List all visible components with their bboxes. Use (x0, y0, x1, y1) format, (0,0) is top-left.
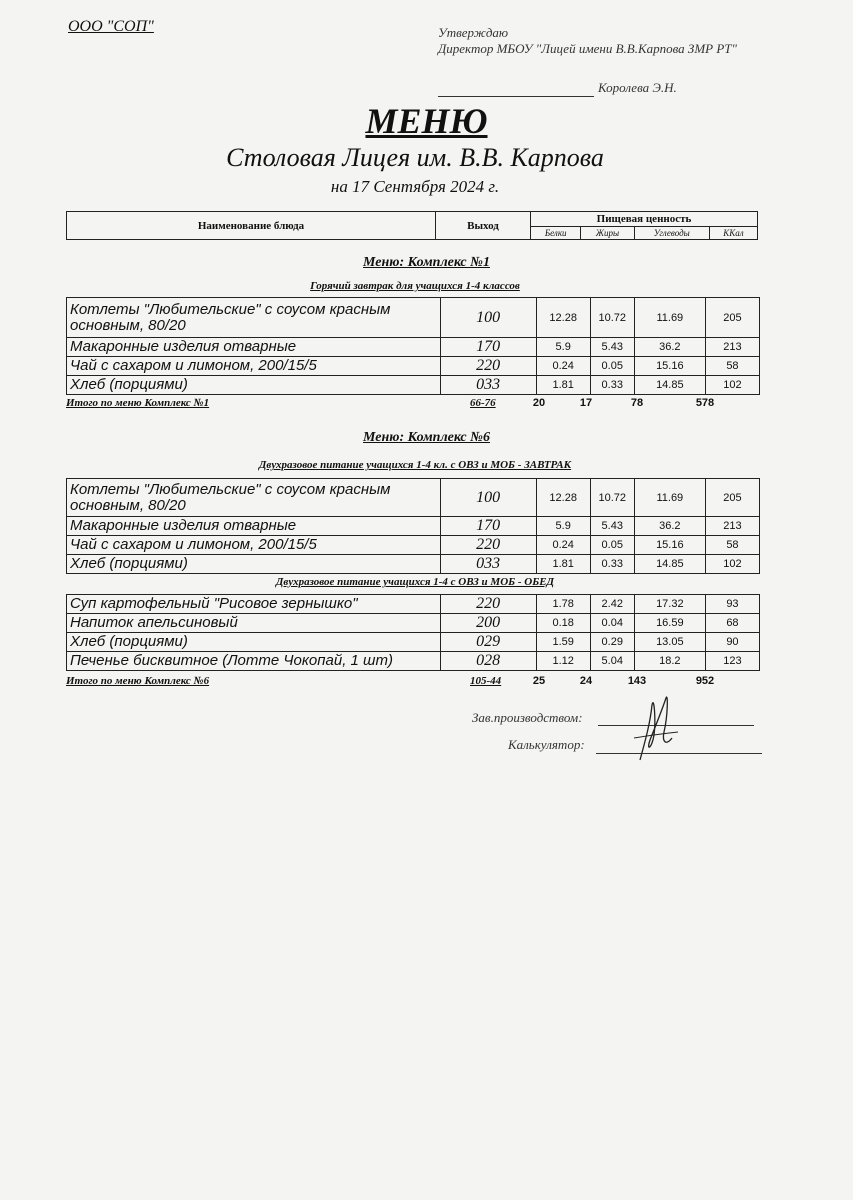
table-row (67, 652, 760, 671)
total-carbs: 143 (627, 675, 647, 687)
dish-kcal: 58 (705, 357, 759, 376)
dish-carbs: 36.2 (634, 517, 705, 536)
dish-output: 028 (440, 652, 536, 671)
approve-label: Утверждаю (438, 25, 509, 40)
dish-proteins: 1.81 (536, 376, 590, 395)
header-nutrition: Пищевая ценность (531, 212, 758, 227)
total-fats: 24 (579, 675, 593, 687)
section-title: Меню: Комплекс №1 (363, 255, 490, 270)
dish-kcal: 123 (705, 652, 759, 671)
dish-proteins: 1.12 (536, 652, 590, 671)
table-row (67, 614, 760, 633)
section-title: Меню: Комплекс №6 (363, 430, 490, 445)
dish-proteins: 5.9 (536, 338, 590, 357)
menu-table (66, 297, 760, 395)
dish-proteins: 0.18 (536, 614, 590, 633)
table-row (67, 357, 760, 376)
dish-output: 220 (440, 357, 536, 376)
table-row (67, 633, 760, 652)
dish-carbs: 16.59 (634, 614, 705, 633)
dish-proteins: 5.9 (536, 517, 590, 536)
dish-carbs: 14.85 (634, 555, 705, 574)
dish-fats: 0.33 (590, 376, 634, 395)
dish-carbs: 18.2 (634, 652, 705, 671)
director-name: Королева Э.Н. (598, 80, 677, 95)
dish-name: Напиток апельсиновый (67, 614, 441, 633)
dish-output: 200 (440, 614, 536, 633)
dish-fats: 0.33 (590, 555, 634, 574)
header-output: Выход (436, 212, 531, 240)
dish-kcal: 213 (705, 338, 759, 357)
dish-output: 170 (440, 338, 536, 357)
dish-name: Котлеты "Любительские" с соусом красным основным, 80/20 (67, 479, 441, 517)
table-row (67, 298, 760, 338)
header-fats: Жиры (581, 227, 634, 240)
group-title: Двухразовое питание учащихся 1-4 кл. с ОВЗ и МОБ - ЗАВТРАК (258, 459, 572, 471)
dish-proteins: 12.28 (536, 479, 590, 517)
production-label: Зав.производством: (472, 710, 583, 725)
total-kcal: 952 (695, 675, 715, 687)
header-proteins: Белки (531, 227, 581, 240)
table-row (67, 517, 760, 536)
dish-output: 220 (440, 595, 536, 614)
dish-output: 029 (440, 633, 536, 652)
column-header-table (66, 211, 758, 240)
dish-fats: 0.04 (590, 614, 634, 633)
dish-proteins: 0.24 (536, 536, 590, 555)
total-label: Итого по меню Комплекс №6 (66, 675, 210, 687)
dish-name: Макаронные изделия отварные (67, 517, 441, 536)
total-row (66, 675, 766, 691)
header-carbs: Углеводы (634, 227, 709, 240)
dish-carbs: 15.16 (634, 357, 705, 376)
organization-name: ООО "СОП" (68, 18, 154, 35)
dish-carbs: 17.32 (634, 595, 705, 614)
menu-date: на 17 Сентября 2024 г. (330, 177, 500, 196)
dish-fats: 5.43 (590, 517, 634, 536)
dish-fats: 10.72 (590, 479, 634, 517)
table-row (67, 376, 760, 395)
menu-table (66, 594, 760, 671)
dish-fats: 0.29 (590, 633, 634, 652)
total-label: Итого по меню Комплекс №1 (66, 397, 210, 409)
dish-proteins: 1.81 (536, 555, 590, 574)
total-output: 66-76 (470, 397, 496, 409)
table-row (67, 536, 760, 555)
dish-proteins: 1.78 (536, 595, 590, 614)
dish-fats: 5.43 (590, 338, 634, 357)
header-kcal: ККал (709, 227, 757, 240)
dish-name: Печенье бисквитное (Лотте Чокопай, 1 шт) (67, 652, 441, 671)
total-proteins: 25 (532, 675, 546, 687)
calculator-label: Калькулятор: (508, 737, 585, 752)
director-signature-line (438, 96, 594, 97)
dish-carbs: 11.69 (634, 479, 705, 517)
page-title: МЕНЮ (365, 101, 488, 141)
table-row (67, 338, 760, 357)
dish-kcal: 90 (705, 633, 759, 652)
total-carbs: 78 (630, 397, 644, 409)
table-row (67, 595, 760, 614)
dish-output: 100 (440, 298, 536, 338)
dish-kcal: 213 (705, 517, 759, 536)
dish-carbs: 13.05 (634, 633, 705, 652)
menu-table (66, 478, 760, 574)
total-kcal: 578 (695, 397, 715, 409)
handwritten-signature (632, 690, 682, 765)
dish-kcal: 93 (705, 595, 759, 614)
approval-block (438, 25, 748, 57)
dish-carbs: 11.69 (634, 298, 705, 338)
dish-name: Макаронные изделия отварные (67, 338, 441, 357)
table-row (67, 479, 760, 517)
total-fats: 17 (579, 397, 593, 409)
dish-name: Хлеб (порциями) (67, 633, 441, 652)
dish-fats: 0.05 (590, 536, 634, 555)
dish-kcal: 102 (705, 555, 759, 574)
dish-carbs: 14.85 (634, 376, 705, 395)
dish-name: Суп картофельный "Рисовое зернышко" (67, 595, 441, 614)
table-row (67, 555, 760, 574)
dish-fats: 5.04 (590, 652, 634, 671)
dish-kcal: 102 (705, 376, 759, 395)
dish-name: Хлеб (порциями) (67, 376, 441, 395)
dish-proteins: 1.59 (536, 633, 590, 652)
header-name: Наименование блюда (67, 212, 436, 240)
dish-kcal: 68 (705, 614, 759, 633)
total-output: 105-44 (470, 675, 502, 687)
dish-output: 033 (440, 376, 536, 395)
dish-name: Чай с сахаром и лимоном, 200/15/5 (67, 536, 441, 555)
dish-kcal: 205 (705, 479, 759, 517)
dish-output: 220 (440, 536, 536, 555)
dish-fats: 10.72 (590, 298, 634, 338)
dish-output: 170 (440, 517, 536, 536)
page-subtitle: Столовая Лицея им. В.В. Карпова (226, 143, 604, 172)
dish-name: Хлеб (порциями) (67, 555, 441, 574)
dish-kcal: 58 (705, 536, 759, 555)
dish-fats: 2.42 (590, 595, 634, 614)
dish-name: Чай с сахаром и лимоном, 200/15/5 (67, 357, 441, 376)
total-row (66, 397, 766, 413)
group-title: Двухразовое питание учащихся 1-4 с ОВЗ и МОБ - ОБЕД (275, 576, 555, 588)
total-proteins: 20 (532, 397, 546, 409)
dish-proteins: 0.24 (536, 357, 590, 376)
dish-output: 100 (440, 479, 536, 517)
group-title: Горячий завтрак для учащихся 1-4 классов (310, 280, 520, 292)
approve-title: Директор МБОУ "Лицей имени В.В.Карпова ЗМР РТ" (438, 41, 737, 56)
dish-carbs: 15.16 (634, 536, 705, 555)
dish-carbs: 36.2 (634, 338, 705, 357)
dish-proteins: 12.28 (536, 298, 590, 338)
dish-name: Котлеты "Любительские" с соусом красным основным, 80/20 (67, 298, 441, 338)
dish-output: 033 (440, 555, 536, 574)
dish-kcal: 205 (705, 298, 759, 338)
dish-fats: 0.05 (590, 357, 634, 376)
